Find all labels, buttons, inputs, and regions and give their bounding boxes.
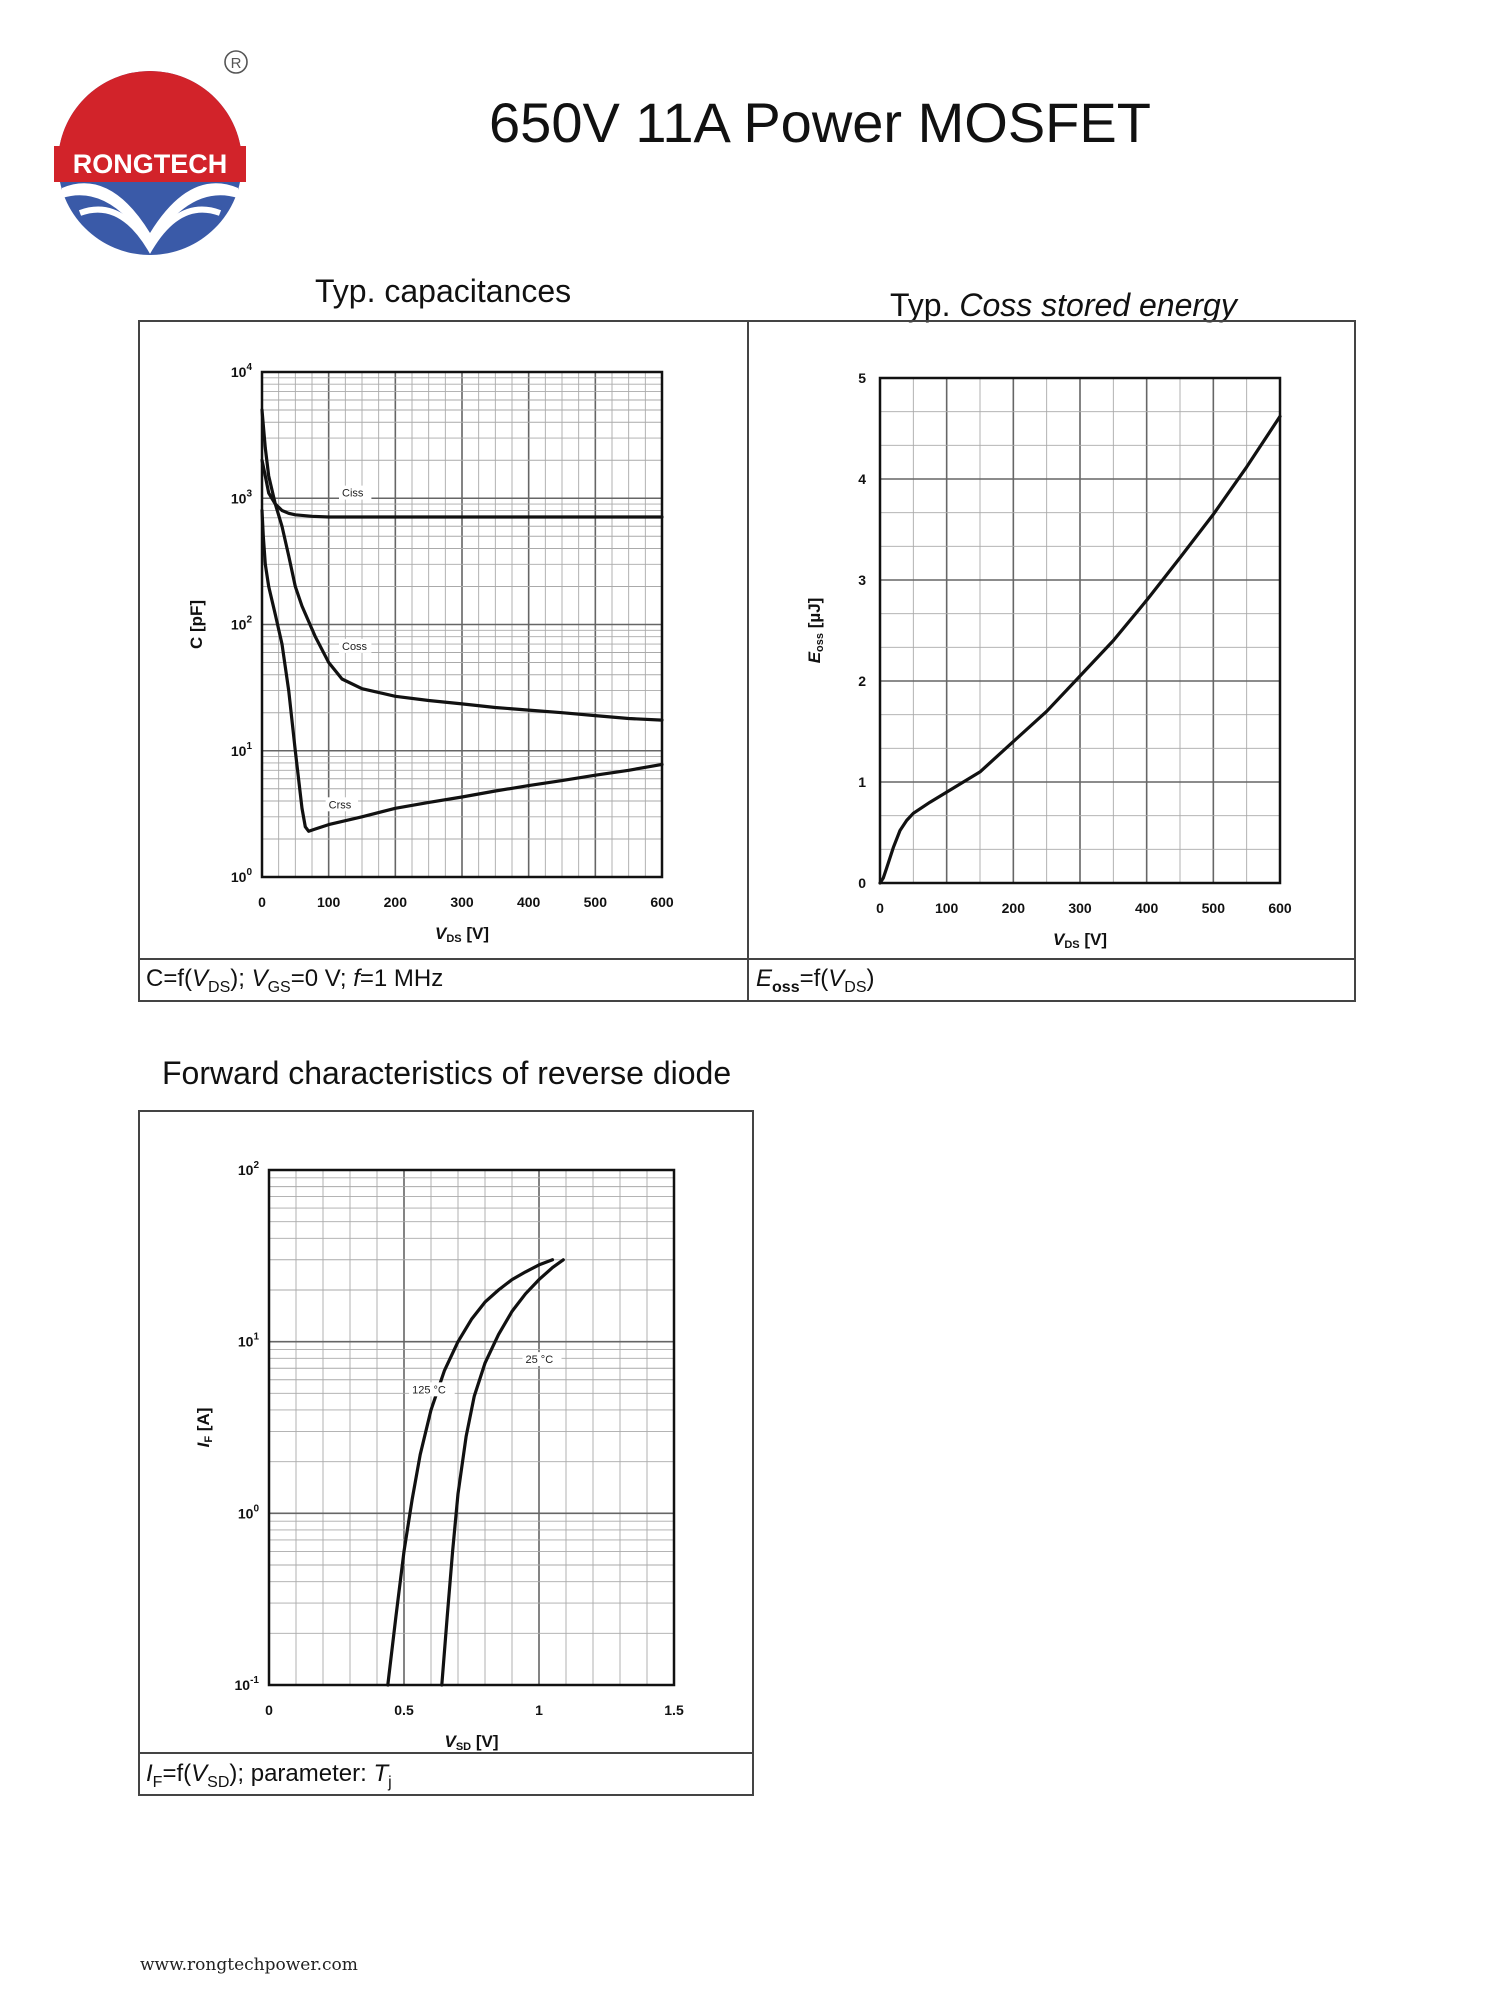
top-caption-divider (138, 958, 1356, 960)
x-tick-label: 1 (535, 1702, 543, 1718)
x-tick-label: 500 (583, 894, 608, 910)
x-tick-label: 100 (316, 894, 341, 910)
y-tick-label: $10^2$ (230, 614, 252, 633)
chart-2-plot-border (269, 1170, 674, 1685)
diode-caption-j: j (388, 1773, 392, 1791)
x-axis-label: VDS [V] (434, 924, 490, 945)
y-tick-label: 1 (858, 774, 866, 790)
diode-caption-sd: SD (207, 1773, 230, 1791)
series-line-25c (442, 1260, 564, 1685)
series-label: Ciss (342, 487, 364, 500)
x-tick-label: 200 (1001, 900, 1026, 916)
capacitance-chart (170, 360, 690, 950)
y-tick-label: $10^2$ (237, 1160, 259, 1178)
x-tick-label: 0.5 (394, 1702, 414, 1718)
x-tick-label: 400 (1134, 900, 1159, 916)
series-label: 125 °C (412, 1384, 446, 1397)
cap-caption-rest2: =1 MHz (359, 965, 444, 992)
cap-caption-gs: GS (267, 978, 291, 996)
capacitance-title: Typ. capacitances (315, 273, 572, 309)
cap-caption-mid: ); (230, 965, 252, 992)
y-tick-label: $10^0$ (230, 867, 252, 885)
cap-caption-ds: DS (208, 978, 231, 996)
y-tick-label: $10^3$ (230, 488, 252, 507)
rongtech-logo (40, 48, 260, 258)
x-tick-label: 100 (934, 900, 959, 916)
diode-caption-rest: ); parameter: (229, 1760, 374, 1787)
diode-title: Forward characteristics of reverse diode (162, 1055, 732, 1091)
diode-caption-mid: =f( (162, 1760, 192, 1787)
diode-caption (146, 1760, 392, 1792)
series-label: Coss (342, 640, 368, 653)
y-tick-label: 2 (858, 673, 866, 689)
x-tick-label: 400 (516, 894, 541, 910)
diode-caption-t: T (373, 1760, 389, 1787)
cap-caption-f: f (353, 965, 360, 992)
x-tick-label: 1.5 (664, 1702, 684, 1718)
y-tick-label: 5 (858, 370, 866, 386)
eoss-title-italic: Coss stored energy (959, 287, 1237, 323)
x-tick-label: 500 (1201, 900, 1226, 916)
x-tick-label: 300 (450, 894, 474, 910)
y-tick-label: 0 (858, 875, 866, 891)
x-tick-label: 600 (1268, 900, 1292, 916)
eoss-caption-oss: oss (772, 978, 800, 996)
x-tick-label: 0 (876, 900, 884, 916)
series-label: Crss (328, 799, 352, 812)
eoss-caption-ds: DS (844, 978, 867, 996)
x-tick-label: 0 (258, 894, 266, 910)
y-axis-label: C [pF] (187, 599, 206, 650)
x-tick-label: 200 (383, 894, 408, 910)
eoss-caption-mid: =f( (799, 965, 829, 992)
y-tick-label: $10^{-1}$ (234, 1675, 259, 1693)
cap-caption-c: C=f( (146, 965, 193, 992)
diode-caption-divider (138, 1752, 754, 1754)
diode-caption-f: F (152, 1773, 163, 1791)
eoss-chart (780, 360, 1320, 950)
y-tick-label: $10^0$ (237, 1503, 259, 1522)
y-axis-label: Eoss [µJ] (805, 597, 826, 664)
x-tick-label: 0 (265, 1702, 273, 1718)
y-tick-label: 3 (858, 572, 866, 588)
logo-brand-text: RONGTECH (72, 149, 228, 179)
chart-2-grid (269, 1170, 674, 1685)
x-tick-label: 600 (650, 894, 674, 910)
x-tick-label: 300 (1068, 900, 1092, 916)
y-axis-label: IF [A] (194, 1407, 215, 1448)
y-tick-label: 4 (858, 471, 866, 487)
y-tick-label: $10^4$ (230, 362, 252, 380)
eoss-title-prefix: Typ. (890, 287, 960, 323)
chart-0-grid (262, 372, 662, 877)
y-tick-label: $10^1$ (237, 1331, 259, 1350)
cap-caption-v1: V (192, 965, 209, 992)
eoss-caption-e: E (756, 965, 773, 992)
eoss-caption (756, 965, 875, 997)
eoss-caption-close: ) (866, 965, 875, 992)
document-title: 650V 11A Power MOSFET (489, 91, 1151, 154)
cap-caption-rest1: =0 V; (290, 965, 354, 992)
diode-caption-i: I (146, 1760, 153, 1787)
capacitance-caption (146, 965, 443, 997)
eoss-title (890, 287, 1237, 324)
diode-chart (170, 1150, 690, 1753)
series-line-125c (388, 1260, 553, 1685)
registered-mark: R (230, 55, 242, 72)
footer-url: www.rongtechpower.com (140, 1955, 358, 1975)
series-label: 25 °C (525, 1354, 554, 1367)
chart-1-grid (880, 378, 1280, 883)
x-axis-label: VSD [V] (444, 1732, 499, 1753)
cap-caption-v2: V (251, 965, 268, 992)
diode-caption-v: V (191, 1760, 208, 1787)
top-panels-divider (747, 320, 749, 1002)
eoss-caption-v: V (828, 965, 845, 992)
x-axis-label: VDS [V] (1052, 930, 1108, 951)
y-tick-label: $10^1$ (230, 740, 252, 759)
